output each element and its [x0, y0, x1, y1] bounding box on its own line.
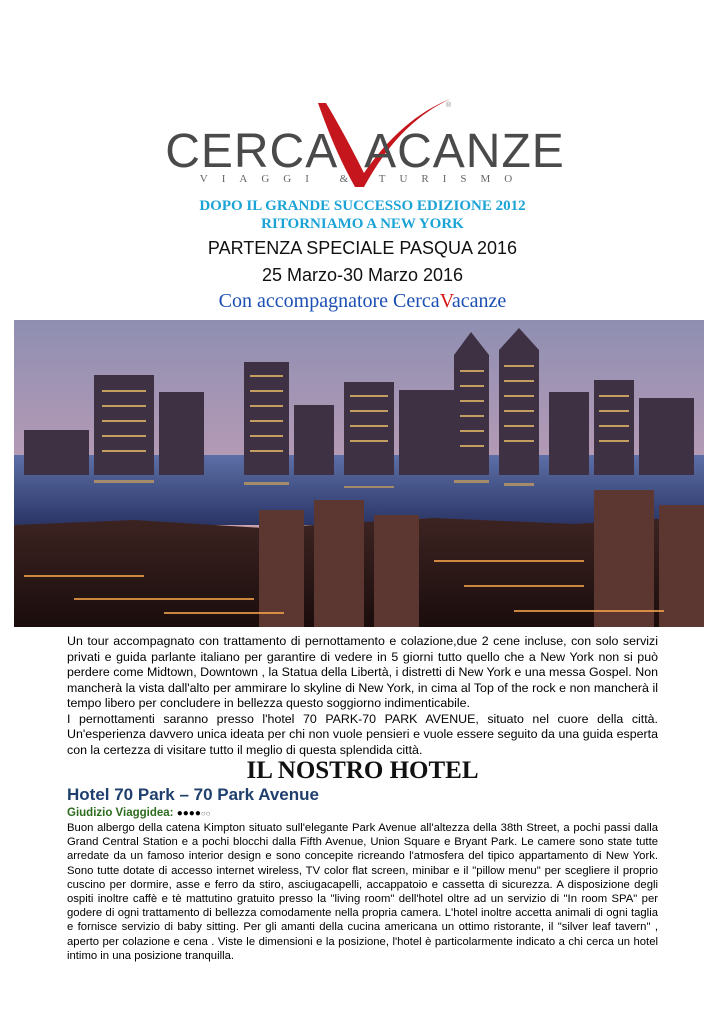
departure-title: PARTENZA SPECIALE PASQUA 2016 — [207, 238, 518, 258]
hotel-name: Hotel 70 Park – 70 Park Avenue — [67, 785, 319, 804]
rating-empty-icon: ○○ — [200, 809, 211, 818]
rating-filled-icon: ●●●● — [176, 808, 201, 819]
intro-text — [67, 634, 658, 758]
hotel-description: Buon albergo della catena Kimpton situato sull'elegante Park Avenue all'altezza della 38th Street, a pochi passi dalla Grand Central Station e a pochi blocchi dalla Fifth Avenue, Union Square e Bryant Park. Le camere sono state tutte arredate da un famoso interior design e sono concepite ricreando l'atmosfera del tipico appartamento di New York. Sono tutte dotate di accesso internet wireless, TV color flat screen, minibar e il "pillow menu" per scegliere il proprio cuscino per dormire, asse e ferro da stiro, asciugacapelli, accappatoio e cassetta di sicurezza. A disposizione degli ospiti inoltre caffè e tè mattutino gratuito presso la "living room" dell'hotel oltre ad un servizio di "In room SPA" per godere di ogni trattamento di bellezza comodamente nella propria camera. L'hotel inoltre accetta animali di ogni taglia e fornisce servizio di baby sitting. Per gli amanti della cucina americana un ottimo ristorante, il "silver leaf tavern" , aperto per colazione e cena . Viste le dimensioni e la posizione, l'hotel è particolarmente indicato a chi cerca un hotel intimo in una posizione tranquilla. — [67, 822, 658, 962]
rating-label: Giudizio Viaggidea: — [67, 807, 177, 819]
dates-title: 25 Marzo-30 Marzo 2016 — [261, 265, 464, 285]
escort-prefix: Con accompagnatore Cerca — [218, 290, 440, 312]
escort-v: V — [439, 290, 452, 312]
logo-brand-v — [335, 125, 364, 178]
logo-wordmark — [150, 124, 580, 179]
svg-text:®: ® — [446, 102, 452, 109]
logo-tagline: VIAGGI & TURISMO — [199, 173, 527, 185]
logo-brand-left: CERCA — [165, 125, 335, 178]
new-york-skyline-photo — [14, 320, 704, 627]
cercavacanze-logo — [150, 95, 580, 195]
headline-return: RITORNIAMO A NEW YORK — [261, 216, 464, 232]
intro-paragraph-2: I pernottamenti saranno presso l'hotel 70 PARK-70 PARK AVENUE, situato nel cuore della città. Un'esperienza davvero unica ideata per chi non vuole pensieri e vuole essere seguito da una guida esperta con la certezza di visitare tutto il meglio di questa splendida città. — [67, 711, 658, 757]
headline-success: DOPO IL GRANDE SUCCESSO EDIZIONE 2012 — [199, 198, 526, 214]
escort-suffix: acanze — [451, 290, 507, 312]
hotel-rating — [67, 807, 211, 819]
escort-line — [0, 290, 725, 313]
intro-paragraph-1: Un tour accompagnato con trattamento di pernottamento e colazione,due 2 cene incluse, con solo servizi privati e guida parlante italiano per garantire di vedere in 5 giorni tutto quello che a New York non si può perdere come Midtown, Downtown , la Statua della Libertà, i distretti di New York e una messa Gospel. Non mancherà la vista dall'alto per ammirare lo skyline di New York, in cima al Top of the rock e non mancherà il tempo libero per concludere in bellezza questo soggiorno indimenticabile. — [67, 634, 658, 710]
logo-brand-right: ACANZE — [364, 125, 565, 178]
hotel-section-title: IL NOSTRO HOTEL — [246, 757, 479, 784]
